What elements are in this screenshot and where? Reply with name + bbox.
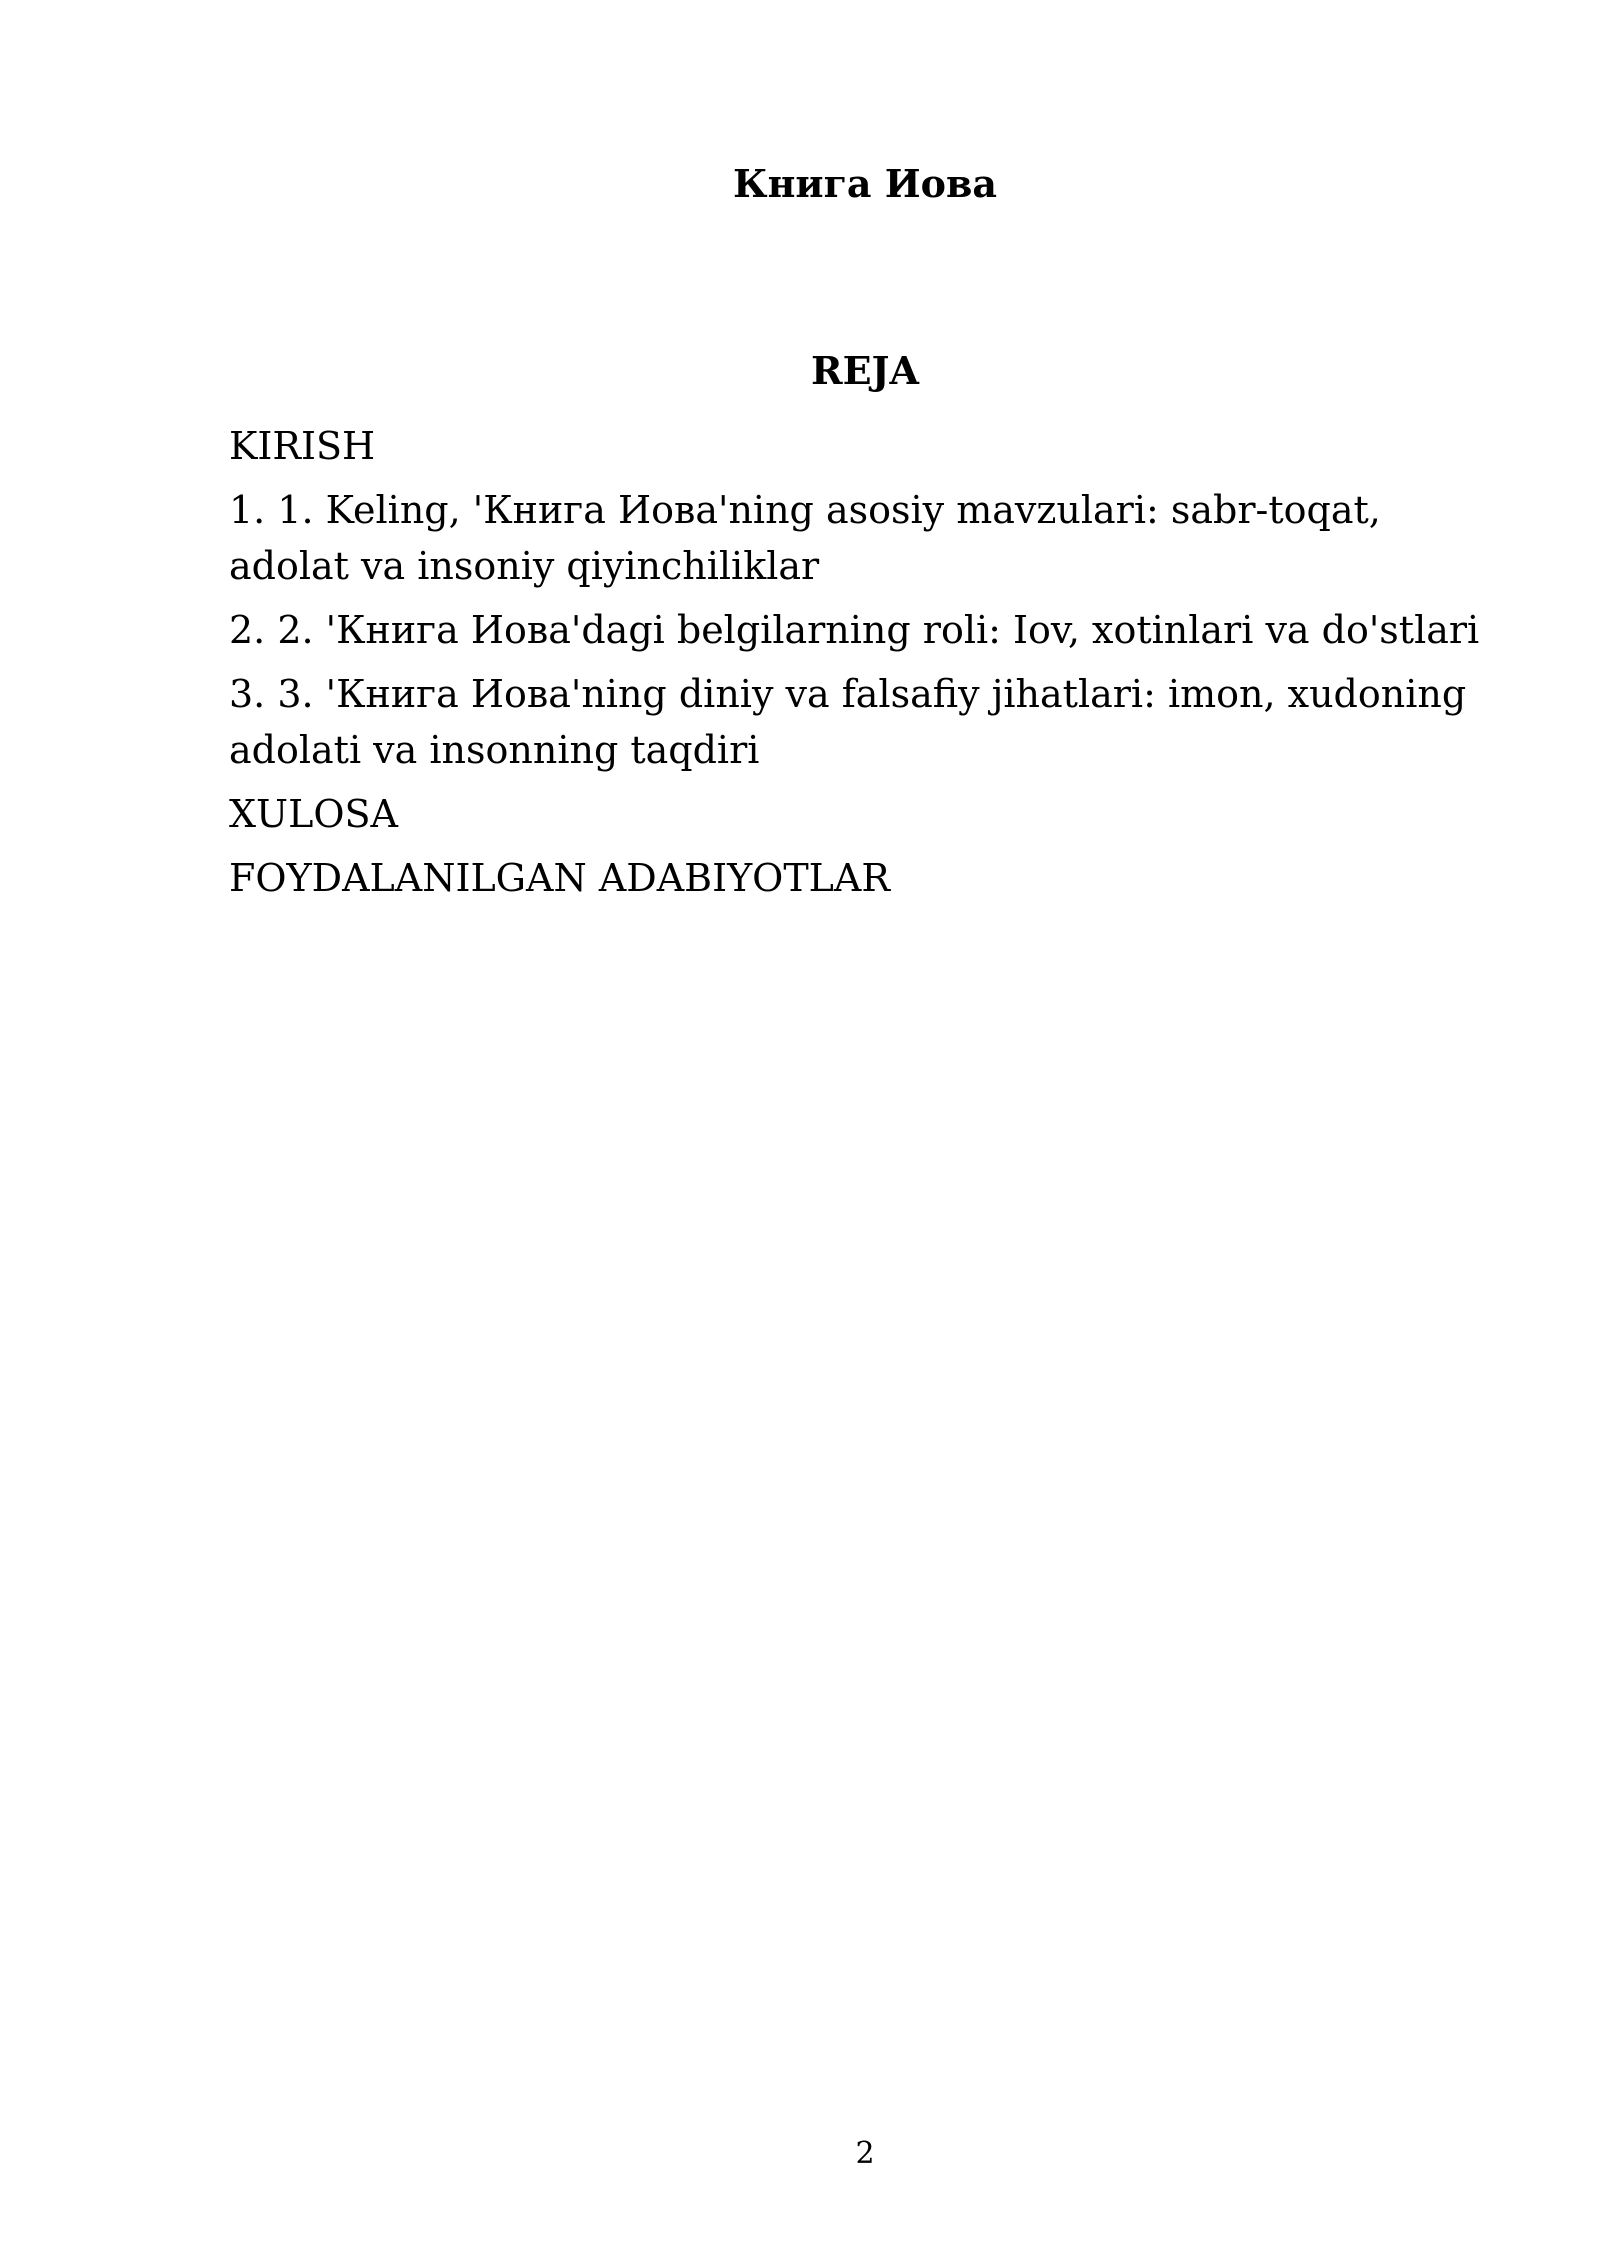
plan-item-chapter-2: 2. 2. 'Книга Иова'dagi belgilarning roli: Iov, xotinlari va do'stlari <box>229 608 1480 652</box>
plan-item-chapter-1: 1. 1. Keling, 'Книга Иова'ning asosiy mavzulari: sabr-toqat, adolat va insoniy qiyinchiliklar <box>229 488 1381 588</box>
plan-item-conclusion: XULOSA <box>229 792 398 836</box>
plan-list <box>229 418 1489 914</box>
plan-item-chapter-3: 3. 3. 'Книга Иова'ning diniy va falsafiy jihatlari: imon, xudoning adolati va insonning taqdiri <box>229 672 1467 772</box>
plan-item-references: FOYDALANILGAN ADABIYOTLAR <box>229 856 890 900</box>
page-number: 2 <box>855 2136 875 2171</box>
document-title: Книга Иова <box>733 161 997 206</box>
plan-item-introduction: KIRISH <box>229 424 376 468</box>
plan-heading: REJA <box>810 348 919 393</box>
